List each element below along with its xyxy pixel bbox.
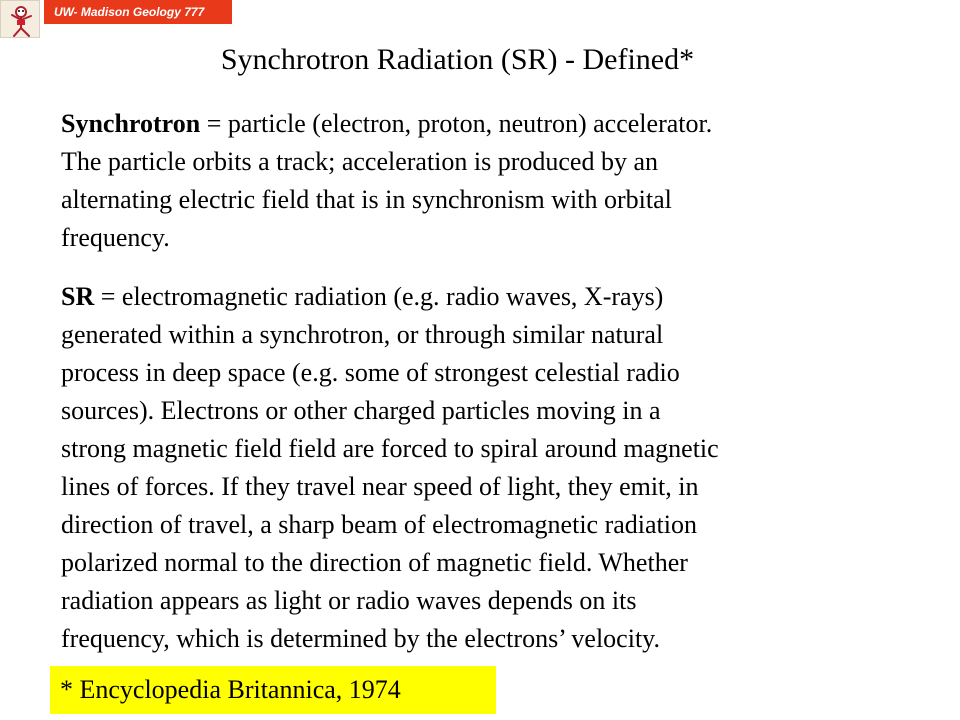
citation-box: * Encyclopedia Britannica, 1974: [50, 666, 496, 714]
term-sr: SR: [61, 282, 95, 311]
course-banner: UW- Madison Geology 777: [44, 0, 232, 24]
term-synchrotron: Synchrotron: [61, 109, 201, 138]
paragraph-line: generated within a synchrotron, or through similar natural: [61, 320, 664, 349]
paragraph-line: radiation appears as light or radio waves depends on its: [61, 586, 637, 615]
paragraph-line: frequency, which is determined by the electrons’ velocity.: [61, 624, 660, 653]
paragraph-line: direction of travel, a sharp beam of electromagnetic radiation: [61, 510, 697, 539]
paragraph-line: frequency.: [61, 223, 170, 252]
paragraph-line: lines of forces. If they travel near speed of light, they emit, in: [61, 472, 699, 501]
synchrotron-definition: [61, 105, 881, 257]
paragraph-line: [61, 105, 881, 143]
paragraph-line: The particle orbits a track; acceleration is produced by an: [61, 147, 659, 176]
paragraph-line: polarized normal to the direction of magnetic field. Whether: [61, 548, 688, 577]
paragraph-line: [61, 278, 881, 316]
paragraph-line: strong magnetic field field are forced to spiral around magnetic: [61, 434, 719, 463]
paragraph-text: = electromagnetic radiation (e.g. radio waves, X-rays): [94, 282, 664, 311]
paragraph-line: alternating electric field that is in synchronism with orbital: [61, 185, 672, 214]
sr-definition: [61, 278, 881, 658]
paragraph-line: process in deep space (e.g. some of strongest celestial radio: [61, 358, 680, 387]
paragraph-line: sources). Electrons or other charged particles moving in a: [61, 396, 661, 425]
slide-title: Synchrotron Radiation (SR) - Defined*: [220, 43, 695, 76]
badger-logo-icon: [0, 0, 40, 38]
paragraph-text: = particle (electron, proton, neutron) accelerator.: [200, 109, 713, 138]
